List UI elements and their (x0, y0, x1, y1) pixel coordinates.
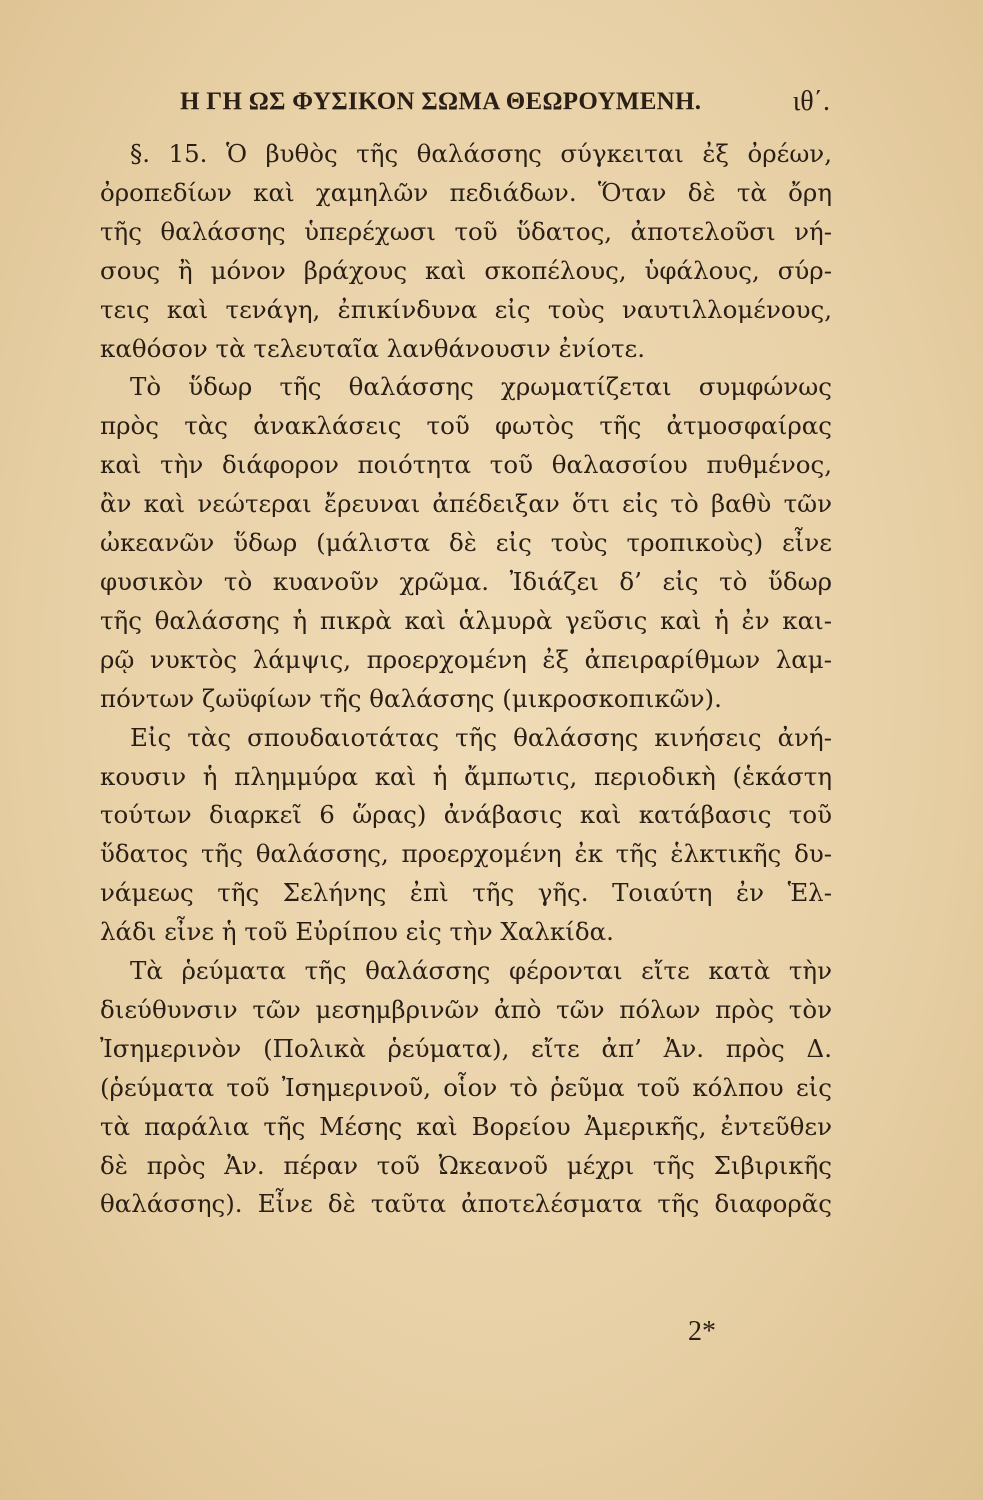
text-line: πρὸς τὰς ἀνακλάσεις τοῦ φωτὸς τῆς ἀτμοσφαίρας (100, 411, 832, 441)
text-line: τεις καὶ τενάγη, ἐπικίνδυνα εἰς τοὺς ναυτιλλομένους, (100, 294, 832, 324)
text-line: δὲ πρὸς Ἀν. πέραν τοῦ Ὠκεανοῦ μέχρι τῆς Σιβιρικῆς (100, 1150, 832, 1180)
text-line: καὶ τὴν διάφορον ποιότητα τοῦ θαλασσίου πυθμένος, (100, 450, 832, 480)
text-line: ρῷ νυκτὸς λάμψις, προερχομένη ἐξ ἀπειραρίθμων λαμ- (100, 644, 832, 674)
text-line: ὀροπεδίων καὶ χαμηλῶν πεδιάδων. Ὅταν δὲ τὰ ὄρη (100, 177, 832, 207)
body-text (100, 135, 832, 1224)
text-line: θαλάσσης). Εἶνε δὲ ταῦτα ἀποτελέσματα τῆς διαφορᾶς (100, 1189, 832, 1219)
text-line: §. 15. Ὁ βυθὸς τῆς θαλάσσης σύγκειται ἐξ ὀρέων, (130, 139, 832, 168)
text-line: ὠκεανῶν ὕδωρ (μάλιστα δὲ εἰς τοὺς τροπικοὺς) εἶνε (100, 528, 832, 558)
running-title: Η ΓΗ ΩΣ ΦΥΣΙΚΟΝ ΣΩΜΑ ΘΕΩΡΟΥΜΕΝΗ. (180, 88, 702, 115)
text-line: διεύθυνσιν τῶν μεσημβρινῶν ἀπὸ τῶν πόλων πρὸς τὸν (100, 994, 832, 1024)
text-line: τῆς θαλάσσης ἡ πικρὰ καὶ ἁλμυρὰ γεῦσις καὶ ἡ ἐν και- (100, 605, 832, 635)
text-line: κουσιν ἡ πλημμύρα καὶ ἡ ἄμπωτις, περιοδικὴ (ἑκάστη (100, 761, 832, 791)
text-line: νάμεως τῆς Σελήνης ἐπὶ τῆς γῆς. Τοιαύτη ἐν Ἑλ- (100, 878, 832, 908)
text-line: τούτων διαρκεῖ 6 ὥρας) ἀνάβασις καὶ κατάβασις τοῦ (100, 800, 832, 830)
text-line: Τὰ ῥεύματα τῆς θαλάσσης φέρονται εἴτε κατὰ τὴν (130, 956, 832, 986)
text-line: ἂν καὶ νεώτεραι ἔρευναι ἀπέδειξαν ὅτι εἰς τὸ βαθὺ τῶν (100, 489, 832, 519)
signature-mark: 2* (688, 1316, 716, 1347)
text-line: τῆς θαλάσσης ὑπερέχωσι τοῦ ὕδατος, ἀποτελοῦσι νή- (100, 216, 832, 246)
text-line: λάδι εἶνε ἡ τοῦ Εὐρίπου εἰς τὴν Χαλκίδα. (100, 917, 614, 947)
text-line: Τὸ ὕδωρ τῆς θαλάσσης χρωματίζεται συμφώνως (130, 372, 832, 402)
text-line: φυσικὸν τὸ κυανοῦν χρῶμα. Ἰδιάζει δ’ εἰς τὸ ὕδωρ (100, 566, 832, 596)
text-line: σους ἢ μόνον βράχους καὶ σκοπέλους, ὑφάλους, σύρ- (100, 255, 832, 285)
text-line: Ἰσημερινὸν (Πολικὰ ῥεύματα), εἴτε ἀπ’ Ἀν. πρὸς Δ. (100, 1033, 832, 1063)
text-line: ὕδατος τῆς θαλάσσης, προερχομένη ἐκ τῆς ἑλκτικῆς δυ- (100, 839, 832, 869)
text-line: πόντων ζωϋφίων τῆς θαλάσσης (μικροσκοπικῶν). (100, 683, 722, 713)
page-number: ιθ΄. (792, 86, 830, 117)
text-line: Εἰς τὰς σπουδαιοτάτας τῆς θαλάσσης κινήσεις ἀνή- (130, 722, 832, 752)
page-header (180, 84, 830, 124)
text-line: (ῥεύματα τοῦ Ἰσημερινοῦ, οἷον τὸ ῥεῦμα τοῦ κόλπου εἰς (100, 1072, 832, 1102)
text-line: τὰ παράλια τῆς Μέσης καὶ Βορείου Ἀμερικῆς, ἐντεῦθεν (100, 1111, 832, 1141)
text-line: καθόσον τὰ τελευταῖα λανθάνουσιν ἐνίοτε. (100, 333, 646, 363)
